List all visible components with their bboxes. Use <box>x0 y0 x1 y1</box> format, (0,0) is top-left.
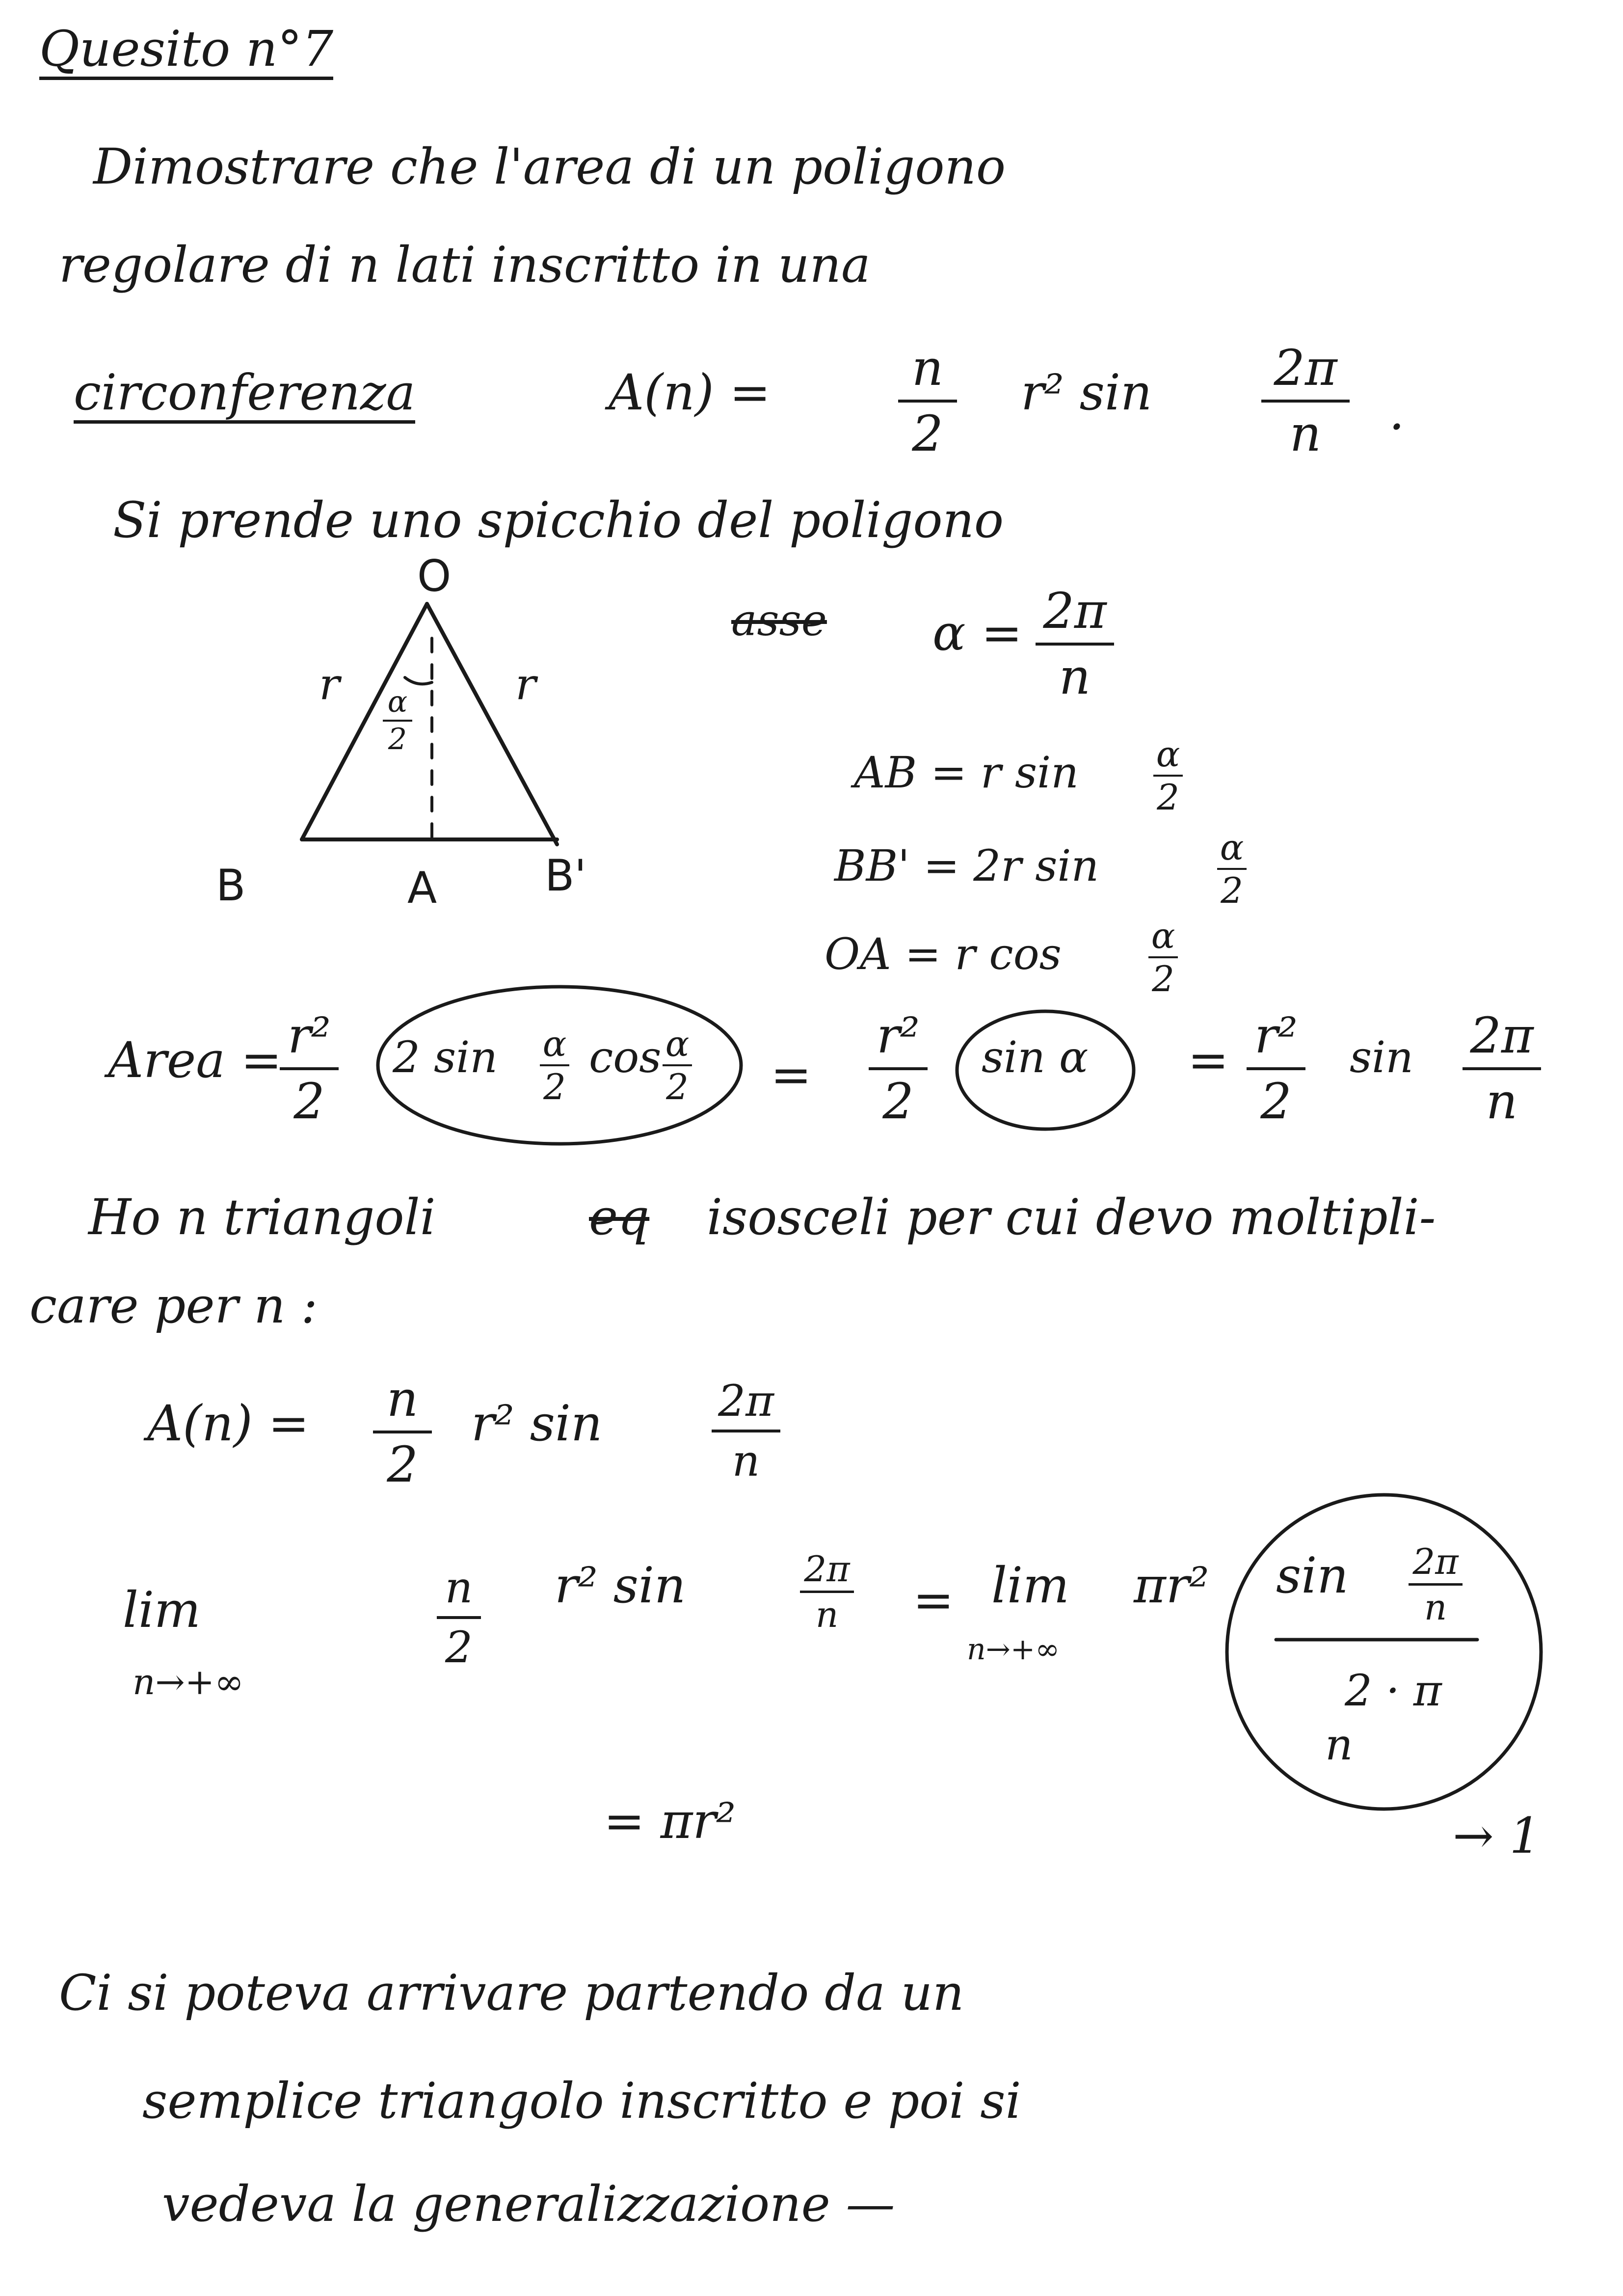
area-inner-cos-half-num: α <box>665 1023 690 1064</box>
side-right-label: r <box>515 659 536 709</box>
alpha-den: n <box>1059 648 1091 705</box>
area-inner-cos-half-den: 2 <box>666 1066 689 1107</box>
struck-word: asse <box>731 595 827 646</box>
area-two-b: 2 <box>882 1073 914 1130</box>
limit-big-sin-arg-den: n <box>1424 1587 1447 1628</box>
area-r2: r² <box>288 1007 331 1064</box>
oa-half-den: 2 <box>1152 958 1174 999</box>
area-inner-sin-half-den: 2 <box>543 1066 566 1107</box>
area-inner-sin-half-num: α <box>542 1023 567 1064</box>
limit-arg-den: n <box>815 1594 839 1635</box>
take-line: Si prende uno spicchio del poligono <box>113 491 1004 549</box>
area-r2-b: r² <box>877 1007 920 1064</box>
restate-lhs: A(n) = <box>147 1395 310 1452</box>
area-final-arg-num: 2π <box>1470 1007 1534 1064</box>
restate-den: 2 <box>387 1436 418 1493</box>
bb-half-den: 2 <box>1221 870 1243 911</box>
statement-keyword: circonferenza <box>74 368 415 424</box>
area-inner-cos: cos <box>589 1032 662 1082</box>
limit-result: = πr² <box>604 1792 736 1850</box>
area-eq-1: = <box>771 1046 812 1104</box>
area-lhs: Area = <box>108 1031 282 1089</box>
limit-arg-num: 2π <box>804 1548 850 1590</box>
formula-fraction-num: n <box>911 339 944 397</box>
area-two-c: 2 <box>1260 1073 1292 1130</box>
limit-sub-2: n→+∞ <box>967 1632 1060 1667</box>
oa-formula: OA = r cos <box>825 929 1062 979</box>
area-inner-sin: 2 sin <box>393 1032 498 1082</box>
triangles-line-2: care per n : <box>29 1277 318 1334</box>
limit-big-den-den: n <box>1325 1719 1353 1770</box>
vertex-b-label: B <box>216 860 246 911</box>
statement-line-2: regolare di n lati inscritto in una <box>59 236 871 294</box>
half-angle-den: 2 <box>388 722 407 756</box>
formula-argument-num: 2π <box>1274 339 1337 397</box>
limit-lim: lim <box>123 1581 201 1639</box>
ab-formula: AB = r sin <box>854 747 1079 798</box>
page-title: Quesito n°7 <box>39 25 333 80</box>
triangles-line-1b: isosceli per cui devo moltipli- <box>707 1189 1436 1246</box>
limit-pir2: πr² <box>1134 1557 1209 1614</box>
limit-lim-2: lim <box>991 1557 1069 1614</box>
vertex-o-label: O <box>417 551 452 601</box>
formula-period: . <box>1389 383 1405 441</box>
half-angle-num: α <box>387 685 408 719</box>
area-sin: sin <box>1350 1032 1413 1082</box>
formula-mid: r² sin <box>1021 364 1152 421</box>
formula-lhs: A(n) = <box>609 364 771 421</box>
limit-mid: r² sin <box>555 1557 686 1614</box>
limit-big-den-num: 2 · π <box>1345 1665 1442 1716</box>
area-sin-alpha: sin α <box>982 1032 1089 1082</box>
side-left-label: r <box>319 659 340 709</box>
limit-eq: = <box>913 1571 954 1629</box>
ab-half-den: 2 <box>1157 777 1179 818</box>
alpha-num: 2π <box>1043 582 1107 640</box>
vertex-b-prime-label: B' <box>545 850 586 901</box>
area-r2-c: r² <box>1254 1007 1298 1064</box>
restate-arg-num: 2π <box>718 1376 774 1426</box>
area-eq-2: = <box>1188 1031 1229 1089</box>
limit-arrow-one: → 1 <box>1453 1807 1541 1864</box>
limit-sub: n→+∞ <box>133 1661 244 1702</box>
formula-fraction-den: 2 <box>912 405 943 462</box>
area-two: 2 <box>293 1073 325 1130</box>
alpha-lhs: α = <box>932 604 1023 662</box>
ab-half-num: α <box>1156 733 1180 775</box>
area-final-arg-den: n <box>1486 1073 1518 1130</box>
triangles-line-1a: Ho n triangoli <box>88 1189 436 1246</box>
restate-arg-den: n <box>732 1435 760 1486</box>
vertex-a-label: A <box>407 863 437 913</box>
circle-limit-fraction <box>1227 1495 1541 1809</box>
formula-argument-den: n <box>1289 405 1322 462</box>
triangles-struck: eq <box>589 1189 650 1246</box>
bb-half-num: α <box>1220 827 1244 868</box>
closing-line-3: vedeva la generalizzazione — <box>162 2175 895 2233</box>
restate-num: n <box>386 1370 419 1428</box>
restate-mid: r² sin <box>471 1395 603 1452</box>
limit-big-sin: sin <box>1276 1547 1349 1604</box>
limit-num: n <box>445 1562 473 1613</box>
statement-line-1: Dimostrare che l'area di un poligono <box>93 138 1006 195</box>
closing-line-2: semplice triangolo inscritto e poi si <box>142 2072 1021 2130</box>
closing-line-1: Ci si poteva arrivare partendo da un <box>59 1964 964 2022</box>
limit-big-sin-arg-num: 2π <box>1412 1541 1459 1582</box>
bb-formula: BB' = 2r sin <box>834 840 1099 891</box>
oa-half-num: α <box>1151 915 1175 956</box>
limit-den: 2 <box>445 1622 473 1673</box>
